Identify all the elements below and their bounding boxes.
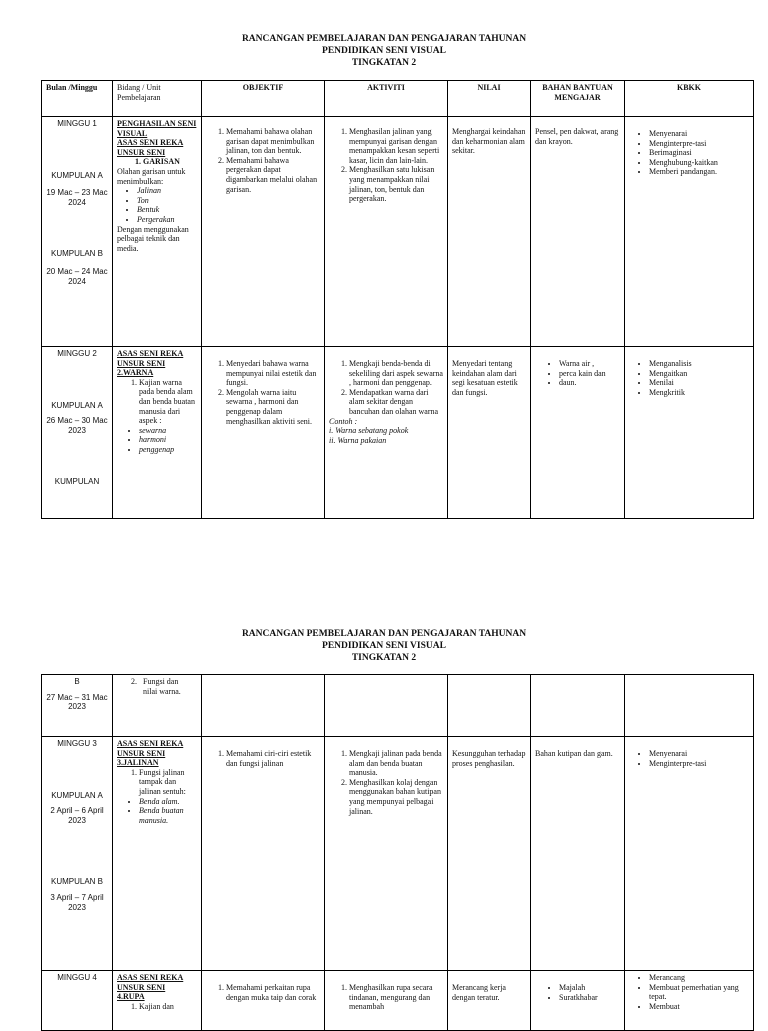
week3-bulan-cell <box>42 737 113 971</box>
list-item: • penggenap <box>139 445 197 455</box>
week3-bidang-cell <box>113 737 202 971</box>
list-item: 2. Mendapatkan warna dari alam sekitar dengan bancuhan dan olahan warna <box>349 388 443 417</box>
list-item: • Benda buatan manusia. <box>139 806 197 825</box>
doc-title-line3: TINGKATAN 2 <box>351 58 417 68</box>
list-item: • Menilai <box>649 378 749 388</box>
week4-bidang-cell <box>113 971 202 1031</box>
week1-bidang-heading1: PENGHASILAN SENI VISUAL <box>117 119 197 138</box>
week3-kumpulan-a: KUMPULAN A <box>51 790 103 800</box>
week3-bahan: Bahan kutipan dan gam. <box>535 749 613 758</box>
week4-bidang-heading3: 4.RUPA <box>117 992 145 1002</box>
week3-bidang-heading1: ASAS SENI REKA <box>117 739 184 748</box>
week2-bidang-heading3: 2.WARNA <box>117 368 154 378</box>
week3-date-b: 3 April – 7 April 2023 <box>50 892 104 912</box>
col-header-objektif: OBJEKTIF <box>202 81 325 117</box>
week2-cont-bulan-cell <box>42 675 113 737</box>
week2-date-b: 27 Mac – 31 Mac 2023 <box>46 692 108 712</box>
col-header-bidang <box>113 81 202 117</box>
week2-kbkk-cell <box>625 347 754 519</box>
week3-bahan-cell <box>531 737 625 971</box>
week1-objektif-cell <box>202 117 325 347</box>
week3-bidang-item: 1. Fungsi jalinan tampak dan jalinan sentuh: <box>139 768 197 797</box>
week2-nilai: Menyedari tentang keindahan alam dari segi kesatuan estetik dan fungsi. <box>452 359 518 397</box>
page2-header <box>0 628 768 664</box>
table-row-week2-cont <box>42 675 754 737</box>
week4-nilai: Merancang kerja dengan teratur. <box>452 983 506 1002</box>
week2-aktiviti-cell <box>325 347 448 519</box>
week1-nilai-cell <box>448 117 531 347</box>
col-header-bulan: Bulan /Minggu <box>42 81 113 117</box>
week4-kbkk-cell <box>625 971 754 1031</box>
week2-cont-item: Fungsi dan nilai warna. <box>143 677 181 696</box>
week1-date-a: 19 Mac – 23 Mac 2024 <box>46 188 108 207</box>
week4-bidang-item: 1. Kajian dan <box>139 1002 197 1012</box>
week2-cont-item-num: 2. <box>131 677 137 686</box>
week3-aktiviti-cell <box>325 737 448 971</box>
week3-nilai: Kesungguhan terhadap proses penghasilan. <box>452 749 526 768</box>
week1-aktiviti-cell <box>325 117 448 347</box>
week2-contoh-item: i. Warna sebatang pokok <box>329 426 409 436</box>
list-item: • Menghubung-kaitkan <box>649 158 749 168</box>
table-row-week1 <box>42 117 754 347</box>
list-item: • Ton <box>137 196 197 206</box>
week1-bahan-cell <box>531 117 625 347</box>
header-row <box>42 81 754 117</box>
list-item: • Mengkritik <box>649 388 749 398</box>
doc-title-line2: PENDIDIKAN SENI VISUAL <box>322 641 446 651</box>
list-item: • harmoni <box>139 435 197 445</box>
week1-kbkk-cell <box>625 117 754 347</box>
week4-minggu: MINGGU 4 <box>57 973 97 982</box>
empty-cell <box>625 675 754 737</box>
list-item: • Warna air , <box>559 359 620 369</box>
list-item: 1. Menghasilan jalinan yang mempunyai garisan dengan menampakkan kesan seperti kasar, licin dan lain-lain. <box>349 127 443 165</box>
week2-bulan-cell <box>42 347 113 519</box>
list-item: • perca kain dan <box>559 369 620 379</box>
week2-contoh-label: Contoh : <box>329 416 358 426</box>
week1-minggu: MINGGU 1 <box>57 119 97 128</box>
list-item: • Menginterpre-tasi <box>649 139 749 149</box>
week1-bidang-heading3: UNSUR SENI <box>117 147 166 157</box>
list-item: 1. Menyedari bahawa warna mempunyai nilai estetik dan fungsi. <box>226 359 320 388</box>
col-header-bahan: BAHAN BANTUAN MENGAJAR <box>531 81 625 117</box>
week1-bidang-text1: Olahan garisan untuk menimbulkan: <box>117 166 186 186</box>
week4-bahan-cell <box>531 971 625 1031</box>
week4-bidang-heading1: ASAS SENI REKA <box>117 973 184 982</box>
list-item: • Membuat pemerhatian yang tepat. <box>649 983 749 1002</box>
doc-title-line1: RANCANGAN PEMBELAJARAN DAN PENGAJARAN TAHUNAN <box>241 34 527 44</box>
table-row-week4 <box>42 971 754 1031</box>
week1-bidang-cell <box>113 117 202 347</box>
week2-bidang-heading2: UNSUR SENI <box>117 358 166 368</box>
col-header-nilai: NILAI <box>448 81 531 117</box>
list-item: • Menyenarai <box>649 129 749 139</box>
doc-title-line3: TINGKATAN 2 <box>351 653 417 663</box>
week2-objektif-cell <box>202 347 325 519</box>
list-item: 1. Memahami ciri-ciri estetik dan fungsi jalinan <box>226 749 320 768</box>
col-header-aktiviti: AKTIVITI <box>325 81 448 117</box>
week3-bidang-heading2: UNSUR SENI <box>117 748 166 758</box>
week4-objektif-cell <box>202 971 325 1031</box>
week3-kumpulan-b: KUMPULAN B <box>50 877 103 887</box>
list-item: 2. Memahami bahawa pergerakan dapat digambarkan melalui olahan garisan. <box>226 156 320 194</box>
list-item: • Pergerakan <box>137 215 197 225</box>
list-item: • Merancang <box>649 973 749 983</box>
week2-kumpulan-a: KUMPULAN A <box>51 400 103 410</box>
empty-cell <box>531 675 625 737</box>
list-item: 2. Menghasilkan kolaj dengan menggunakan bahan kutipan yang mempunyai pelbagai jalinan. <box>349 778 443 816</box>
week2-kumpulan-b: KUMPULAN <box>54 477 100 487</box>
week4-aktiviti-cell <box>325 971 448 1031</box>
list-item: • Majalah <box>559 983 620 993</box>
week1-bidang-item: 1. GARISAN <box>143 157 197 167</box>
list-item: • daun. <box>559 378 620 388</box>
list-item: 1. Mengkaji jalinan pada benda alam dan benda buatan manusia. <box>349 749 443 778</box>
week3-bidang-heading3: 3.JALINAN <box>117 758 159 768</box>
week1-bidang-heading2: ASAS SENI REKA <box>117 138 184 148</box>
list-item: • Jalinan <box>137 186 197 196</box>
list-item: 1. Menghasilkan rupa secara tindanan, mengurang dan menambah <box>349 983 443 1012</box>
week1-kumpulan-a: KUMPULAN A <box>51 170 103 180</box>
empty-cell <box>325 675 448 737</box>
table-row-week2 <box>42 347 754 519</box>
week3-minggu: MINGGU 3 <box>57 739 97 748</box>
list-item: • Memberi pandangan. <box>649 167 749 177</box>
list-item: 1. Memahami bahawa olahan garisan dapat menimbulkan jalinan, ton dan bentuk. <box>226 127 320 156</box>
empty-cell <box>448 675 531 737</box>
week1-kumpulan-b: KUMPULAN B <box>50 249 103 259</box>
week1-bulan-cell <box>42 117 113 347</box>
list-item: • Suratkhabar <box>559 993 620 1003</box>
doc-title-line2: PENDIDIKAN SENI VISUAL <box>322 46 446 56</box>
list-item: 1. Mengkaji benda-benda di sekeliling dari aspek sewarna , harmoni dan penggenap. <box>349 359 443 388</box>
week2-bidang-heading1: ASAS SENI REKA <box>117 349 184 358</box>
list-item: • sewarna <box>139 426 197 436</box>
week3-nilai-cell <box>448 737 531 971</box>
week1-bahan: Pensel, pen dakwat, arang dan krayon. <box>535 127 619 146</box>
week4-bulan-cell <box>42 971 113 1031</box>
list-item: • Menyenarai <box>649 749 749 759</box>
list-item: 1. Memahami perkaitan rupa dengan muka taip dan corak <box>226 983 320 1002</box>
table-row-week3 <box>42 737 754 971</box>
week2-nilai-cell <box>448 347 531 519</box>
col-header-kbkk: KBKK <box>625 81 754 117</box>
list-item: • Menganalisis <box>649 359 749 369</box>
week2-bahan-cell <box>531 347 625 519</box>
week1-nilai: Menghargai keindahan dan keharmonian alam sekitar. <box>452 127 526 156</box>
week2-bidang-item: 1. Kajian warna pada benda alam dan benda buatan manusia dari aspek : <box>139 378 197 426</box>
list-item: • Membuat <box>649 1002 749 1012</box>
week4-nilai-cell <box>448 971 531 1031</box>
week2-kumpulan-b-tail: B <box>74 677 80 686</box>
list-item: • Mengaitkan <box>649 369 749 379</box>
week3-objektif-cell <box>202 737 325 971</box>
list-item: • Menginterpre-tasi <box>649 759 749 769</box>
list-item: 2. Mengolah warna iaitu sewarna , harmoni dan penggenap dalam menghasilkan aktiviti seni. <box>226 388 320 426</box>
week2-minggu: MINGGU 2 <box>57 349 97 358</box>
week2-bidang-cell <box>113 347 202 519</box>
empty-cell <box>202 675 325 737</box>
week2-date-a: 26 Mac – 30 Mac 2023 <box>46 416 108 435</box>
week2-contoh-item: ii. Warna pakaian <box>329 435 387 445</box>
rpt-table-page2 <box>41 674 754 1031</box>
list-item: 2. Menghasilkan satu lukisan yang menampakkan nilai jalinan, ton, bentuk dan pergerakan. <box>349 165 443 203</box>
col-header-bidang-text: Bidang / Unit Pembelajaran <box>117 83 161 102</box>
week4-bidang-heading2: UNSUR SENI <box>117 982 166 992</box>
week1-date-b: 20 Mac – 24 Mac 2024 <box>46 266 108 286</box>
doc-title-line1: RANCANGAN PEMBELAJARAN DAN PENGAJARAN TAHUNAN <box>241 629 527 639</box>
week3-kbkk-cell <box>625 737 754 971</box>
list-item: • Berimaginasi <box>649 148 749 158</box>
page1-header <box>0 33 768 69</box>
week2-cont-bidang-cell <box>113 675 202 737</box>
week1-bidang-text2: Dengan menggunakan pelbagai teknik dan media. <box>117 224 189 253</box>
list-item: • Bentuk <box>137 205 197 215</box>
week3-date-a: 2 April – 6 April 2023 <box>50 806 104 825</box>
list-item: • Benda alam. <box>139 797 197 807</box>
rpt-table-page1 <box>41 80 754 519</box>
